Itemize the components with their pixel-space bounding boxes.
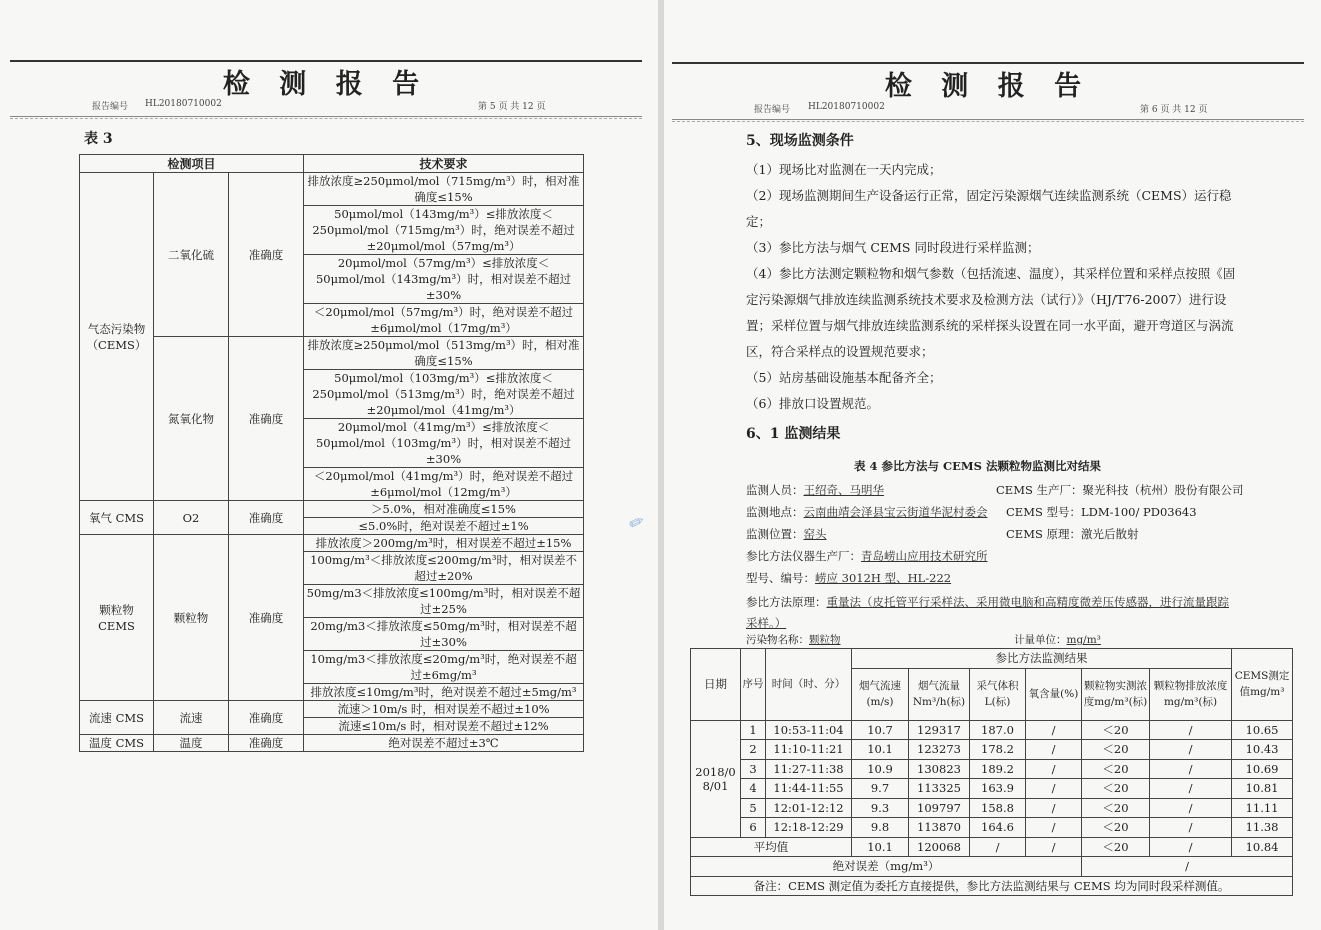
header-divider	[672, 119, 1304, 122]
req-pm-5: 10mg/m3＜排放浓度≤20mg/m³时，绝对误差不超过±6mg/m³	[304, 651, 584, 684]
avg-oxygen: /	[1026, 837, 1082, 857]
row-2-seq: 2	[741, 740, 766, 760]
row-5-speed: 9.3	[852, 798, 909, 818]
table-note: 备注：CEMS 测定值为委托方直接提供，参比方法监测结果与 CEMS 均为同时段采样测值。	[691, 876, 1293, 896]
section-5-heading: 5、现场监测条件	[746, 133, 854, 149]
row-1-flow: 129317	[909, 720, 970, 740]
row-5-measured: ＜20	[1082, 798, 1150, 818]
row-6-time: 12:18-12:29	[766, 818, 852, 838]
cems-model-line: CEMS 型号：LDM-100/ PD03643	[1006, 505, 1197, 519]
req-pm-2: 100mg/m³＜排放浓度≤200mg/m³时，相对误差不超过±20%	[304, 552, 584, 585]
row-1-time: 10:53-11:04	[766, 720, 852, 740]
row-1-emission: /	[1150, 720, 1232, 740]
header-measured-conc: 颗粒物实测浓度mg/m³(标)	[1082, 668, 1150, 720]
condition-6: （6）排放口设置规范。	[746, 396, 879, 411]
condition-4: （4）参比方法测定颗粒物和烟气参数（包括流速、温度），其采样位置和采样点按照《固定污染源烟气排放连续监测系统技术要求及检测方法（试行）》（HJ/T76-2007）进行设置；采样位置与烟气排放连续监测系统的采样探头设置在同一水平面，避开弯道区与涡流区，符合采样点的设置规范要求；	[746, 266, 1236, 359]
site-line: 监测地点：云南曲靖会泽县宝云街道华泥村委会	[746, 505, 988, 519]
avg-speed: 10.1	[852, 837, 909, 857]
cems-maker-line: CEMS 生产厂：聚光科技（杭州）股份有限公司	[996, 483, 1244, 497]
unit-line: 计量单位：mg/m³	[1014, 634, 1101, 646]
table-3	[79, 154, 584, 752]
ref-maker-line: 参比方法仪器生产厂：青岛崂山应用技术研究所	[746, 549, 988, 563]
row-6-speed: 9.8	[852, 818, 909, 838]
condition-2: （2）现场监测期间生产设备运行正常，固定污染源烟气连续监测系统（CEMS）运行稳定；	[746, 188, 1232, 229]
row-3-cems: 10.69	[1232, 759, 1293, 779]
page-number: 第 6 页 共 12 页	[1140, 105, 1208, 115]
row-6-oxygen: /	[1026, 818, 1082, 838]
row-1-oxygen: /	[1026, 720, 1082, 740]
header-emission-conc: 颗粒物排放浓度mg/m³(标)	[1150, 668, 1232, 720]
req-nox-2: 50μmol/mol（103mg/m³）≤排放浓度＜250μmol/mol（513mg/m³）时，绝对误差不超过±20μmol/mol（41mg/m³）	[304, 370, 584, 419]
group-temp: 温度 CMS	[80, 735, 154, 752]
avg-flow: 120068	[909, 837, 970, 857]
header-flow-speed: 烟气流速(m/s)	[852, 668, 909, 720]
item-temp: 温度	[154, 735, 229, 752]
row-5-time: 12:01-12:12	[766, 798, 852, 818]
row-2-measured: ＜20	[1082, 740, 1150, 760]
table-label: 表 3	[84, 131, 113, 147]
ref-principle-line: 参比方法原理：重量法（皮托管平行采样法、采用微电脑和高精度微差压传感器，进行流量跟踪采样。）	[746, 595, 1229, 630]
row-6-seq: 6	[741, 818, 766, 838]
average-row	[691, 837, 1293, 857]
report-number-label: 报告编号	[92, 102, 129, 112]
row-5-emission: /	[1150, 798, 1232, 818]
header-cems: CEMS测定值mg/m³	[1232, 649, 1293, 721]
average-label: 平均值	[691, 837, 852, 857]
row-2-speed: 10.1	[852, 740, 909, 760]
row-3-oxygen: /	[1026, 759, 1082, 779]
header-divider	[10, 116, 642, 119]
req-nox-1: 排放浓度≥250μmol/mol（513mg/m³）时，相对准确度≤15%	[304, 337, 584, 370]
section-6-1-heading: 6、1 监测结果	[746, 426, 841, 442]
row-6-emission: /	[1150, 818, 1232, 838]
header-test-item: 检测项目	[80, 155, 304, 173]
group-pm: 颗粒物CEMS	[80, 535, 154, 701]
row-5-flow: 109797	[909, 798, 970, 818]
ref-model-line: 型号、编号：崂应 3012H 型、HL-222	[746, 571, 952, 585]
abs-error-label: 绝对误差（mg/m³）	[691, 857, 1082, 877]
req-so2-2: 50μmol/mol（143mg/m³）≤排放浓度＜250μmol/mol（715mg/m³）时，绝对误差不超过±20μmol/mol（57mg/m³）	[304, 206, 584, 255]
condition-3: （3）参比方法与烟气 CEMS 同时段进行采样监测；	[746, 240, 1040, 255]
req-so2-3: 20μmol/mol（57mg/m³）≤排放浓度＜50μmol/mol（143mg/m³）时，相对误差不超过±30%	[304, 255, 584, 304]
row-5-volume: 158.8	[970, 798, 1026, 818]
table-row	[691, 759, 1293, 779]
row-2-time: 11:10-11:21	[766, 740, 852, 760]
row-3-emission: /	[1150, 759, 1232, 779]
header-sample-volume: 采气体积L(标)	[970, 668, 1026, 720]
row-1-seq: 1	[741, 720, 766, 740]
report-number: HL20180710002	[145, 99, 222, 109]
table-row	[691, 818, 1293, 838]
item-so2: 二氧化硫	[154, 173, 229, 337]
row-4-emission: /	[1150, 779, 1232, 799]
row-3-speed: 10.9	[852, 759, 909, 779]
row-4-measured: ＜20	[1082, 779, 1150, 799]
item-nox-metric: 准确度	[229, 337, 304, 501]
row-6-measured: ＜20	[1082, 818, 1150, 838]
req-nox-3: 20μmol/mol（41mg/m³）≤排放浓度＜50μmol/mol（103mg/m³）时，相对误差不超过±30%	[304, 419, 584, 468]
group-gas-cems: 气态污染物（CEMS）	[80, 173, 154, 501]
table-row	[691, 740, 1293, 760]
req-pm-6: 排放浓度≤10mg/m³时，绝对误差不超过±5mg/m³	[304, 684, 584, 701]
row-2-flow: 123273	[909, 740, 970, 760]
conditions-list	[746, 157, 1240, 417]
avg-volume: /	[970, 837, 1026, 857]
item-temp-metric: 准确度	[229, 735, 304, 752]
header-ref-group: 参比方法监测结果	[852, 649, 1232, 669]
row-1-volume: 187.0	[970, 720, 1026, 740]
row-4-speed: 9.7	[852, 779, 909, 799]
pollutant-line: 污染物名称：颗粒物	[746, 634, 841, 646]
row-6-volume: 164.6	[970, 818, 1026, 838]
staff-line: 监测人员：王绍奇、马明华	[746, 483, 884, 497]
row-6-cems: 11.38	[1232, 818, 1293, 838]
table-4-caption: 表 4 参比方法与 CEMS 法颗粒物监测比对结果	[854, 459, 1101, 473]
item-flow: 流速	[154, 701, 229, 735]
row-5-cems: 11.11	[1232, 798, 1293, 818]
req-flow-1: 流速＞10m/s 时，相对误差不超过±10%	[304, 701, 584, 718]
item-pm-metric: 准确度	[229, 535, 304, 701]
header-seq: 序号	[741, 649, 766, 721]
item-so2-metric: 准确度	[229, 173, 304, 337]
row-3-volume: 189.2	[970, 759, 1026, 779]
row-3-seq: 3	[741, 759, 766, 779]
item-flow-metric: 准确度	[229, 701, 304, 735]
cems-principle-line: CEMS 原理：激光后散射	[1006, 527, 1139, 541]
page-number: 第 5 页 共 12 页	[478, 102, 546, 112]
group-o2: 氧气 CMS	[80, 501, 154, 535]
item-pm: 颗粒物	[154, 535, 229, 701]
report-page-6	[664, 0, 1321, 930]
row-4-flow: 113325	[909, 779, 970, 799]
row-2-volume: 178.2	[970, 740, 1026, 760]
req-pm-1: 排放浓度＞200mg/m³时，相对误差不超过±15%	[304, 535, 584, 552]
req-o2-1: ＞5.0%，相对准确度≤15%	[304, 501, 584, 518]
req-temp-1: 绝对误差不超过±3℃	[304, 735, 584, 752]
row-6-flow: 113870	[909, 818, 970, 838]
row-2-oxygen: /	[1026, 740, 1082, 760]
position-line: 监测位置：窑头	[746, 527, 827, 541]
header-flow-rate: 烟气流量Nm³/h(标)	[909, 668, 970, 720]
header-oxygen: 氧含量(%)	[1026, 668, 1082, 720]
note-row	[691, 876, 1293, 896]
row-2-cems: 10.43	[1232, 740, 1293, 760]
row-3-flow: 130823	[909, 759, 970, 779]
report-page-5	[0, 0, 658, 930]
table-row	[691, 779, 1293, 799]
row-4-oxygen: /	[1026, 779, 1082, 799]
table-row	[691, 798, 1293, 818]
date-cell: 2018/08/01	[691, 720, 741, 837]
row-5-seq: 5	[741, 798, 766, 818]
item-nox: 氮氧化物	[154, 337, 229, 501]
condition-5: （5）站房基础设施基本配备齐全；	[746, 370, 942, 385]
row-1-cems: 10.65	[1232, 720, 1293, 740]
req-nox-4: ＜20μmol/mol（41mg/m³）时，绝对误差不超过±6μmol/mol（12mg/m³）	[304, 468, 584, 501]
row-2-emission: /	[1150, 740, 1232, 760]
page-title: 检 测 报 告	[222, 69, 430, 100]
report-number-label: 报告编号	[754, 105, 791, 115]
seal-stamp-mark: ✎	[625, 511, 650, 534]
page-title: 检 测 报 告	[884, 71, 1092, 102]
avg-emission: /	[1150, 837, 1232, 857]
avg-measured: ＜20	[1082, 837, 1150, 857]
row-1-measured: ＜20	[1082, 720, 1150, 740]
row-4-cems: 10.81	[1232, 779, 1293, 799]
row-1-speed: 10.7	[852, 720, 909, 740]
table-4	[690, 648, 1293, 896]
table-row	[691, 720, 1293, 740]
group-flow: 流速 CMS	[80, 701, 154, 735]
header-date: 日期	[691, 649, 741, 721]
row-3-time: 11:27-11:38	[766, 759, 852, 779]
req-so2-1: 排放浓度≥250μmol/mol（715mg/m³）时，相对准确度≤15%	[304, 173, 584, 206]
report-number: HL20180710002	[808, 102, 885, 112]
req-o2-2: ≤5.0%时，绝对误差不超过±1%	[304, 518, 584, 535]
row-4-time: 11:44-11:55	[766, 779, 852, 799]
condition-1: （1）现场比对监测在一天内完成；	[746, 162, 942, 177]
row-3-measured: ＜20	[1082, 759, 1150, 779]
req-pm-4: 20mg/m3＜排放浓度≤50mg/m³时，相对误差不超过±30%	[304, 618, 584, 651]
item-o2: O2	[154, 501, 229, 535]
abs-error-value: /	[1082, 857, 1293, 877]
row-4-volume: 163.9	[970, 779, 1026, 799]
item-o2-metric: 准确度	[229, 501, 304, 535]
avg-cems: 10.84	[1232, 837, 1293, 857]
abs-error-row	[691, 857, 1293, 877]
req-so2-4: ＜20μmol/mol（57mg/m³）时，绝对误差不超过±6μmol/mol（17mg/m³）	[304, 304, 584, 337]
header-requirement: 技术要求	[304, 155, 584, 173]
row-5-oxygen: /	[1026, 798, 1082, 818]
req-pm-3: 50mg/m3＜排放浓度≤100mg/m³时，相对误差不超过±25%	[304, 585, 584, 618]
req-flow-2: 流速≤10m/s 时，相对误差不超过±12%	[304, 718, 584, 735]
header-time: 时间（时、分）	[766, 649, 852, 721]
row-4-seq: 4	[741, 779, 766, 799]
